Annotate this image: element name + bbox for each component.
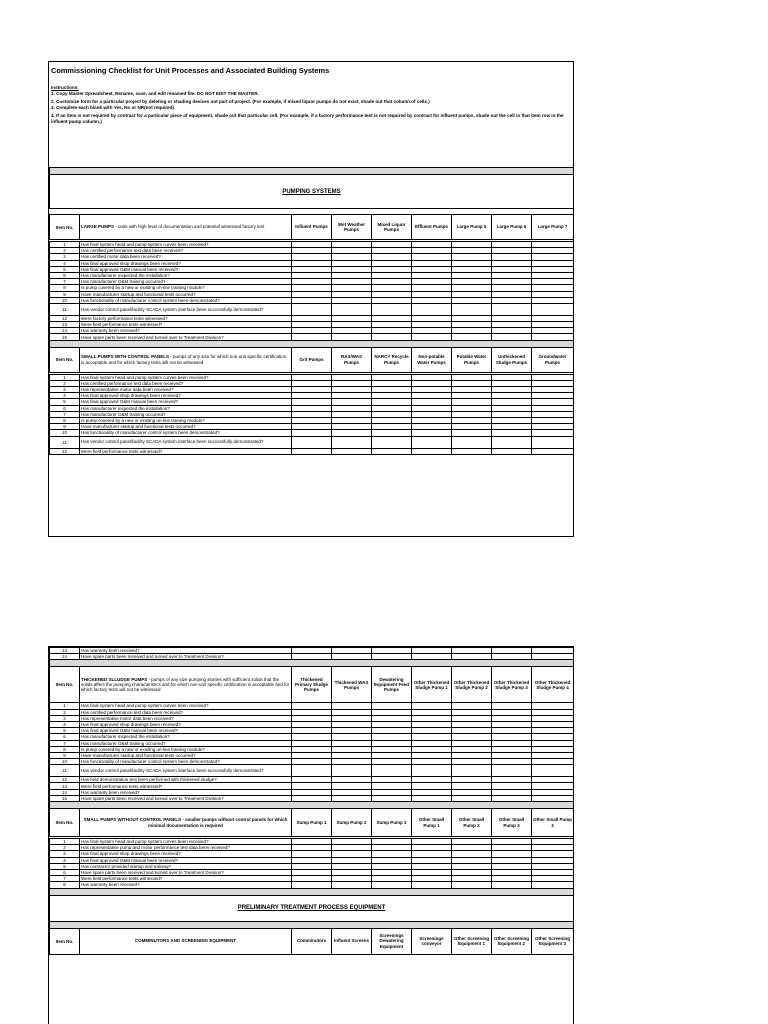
checklist-question: Has final approved shop drawings been received? bbox=[80, 393, 292, 399]
item-number: 12 bbox=[50, 777, 80, 783]
checklist-row bbox=[50, 448, 574, 454]
item-number: 8 bbox=[50, 285, 80, 291]
checklist-question: Is pump covered by a new or existing on-line training module? bbox=[80, 285, 292, 291]
answer-cell[interactable] bbox=[532, 436, 574, 448]
checklist-question: Has final approved O&M manual been received? bbox=[80, 399, 292, 405]
checklist-question: Has manufacturer inspected the installation? bbox=[80, 734, 292, 740]
checklist-question: Have manufacturer startup and functional tests occurred? bbox=[80, 424, 292, 430]
item-number: 11 bbox=[50, 436, 80, 448]
equipment-column-header: Unthickened Sludge Pumps bbox=[492, 347, 532, 372]
checklist-page-2 bbox=[48, 646, 574, 1024]
item-number: 3 bbox=[50, 851, 80, 857]
checklist-question: Have spare parts been received and turned over to Treatment Division? bbox=[80, 654, 292, 660]
checklist-question: Has contractor provided startup and training? bbox=[80, 863, 292, 869]
checklist-row bbox=[50, 765, 574, 777]
equipment-column-header: Mixed Liquor Pumps bbox=[372, 215, 412, 240]
equipment-column-header: Grit Pumps bbox=[292, 347, 332, 372]
checklist-question: Has final system head and pump system curves been received? bbox=[80, 839, 292, 845]
section-title-row bbox=[50, 895, 574, 921]
item-number: 14 bbox=[50, 654, 80, 660]
item-number: 9 bbox=[50, 752, 80, 758]
checklist-question: Has representative pump and motor performance test data been received? bbox=[80, 845, 292, 851]
checklist-question: Have spare parts been received and turned over to Treatment Division? bbox=[80, 334, 292, 340]
item-number: 14 bbox=[50, 328, 80, 334]
checklist-question: Have manufacturer startup and functional tests occurred? bbox=[80, 291, 292, 297]
answer-cell[interactable] bbox=[492, 448, 532, 454]
equipment-column-header: Thickened WAS Pumps bbox=[332, 667, 372, 703]
answer-cell[interactable] bbox=[372, 303, 412, 315]
item-number: 3 bbox=[50, 387, 80, 393]
answer-cell[interactable] bbox=[372, 765, 412, 777]
checklist-question: Has representative motor data been received? bbox=[80, 387, 292, 393]
equipment-column-header: Sump Pump 1 bbox=[292, 809, 332, 837]
item-no-header: Item No. bbox=[50, 809, 80, 837]
item-number: 6 bbox=[50, 734, 80, 740]
section-title-row bbox=[50, 175, 574, 209]
item-number: 8 bbox=[50, 746, 80, 752]
checklist-question: Has functionality of manufacturer control system been demonstrated? bbox=[80, 759, 292, 765]
item-number: 1 bbox=[50, 242, 80, 248]
equipment-column-header: Potable Water Pumps bbox=[452, 347, 492, 372]
item-number: 3 bbox=[50, 715, 80, 721]
checklist-question: Were field performance tests witnessed? bbox=[80, 876, 292, 882]
checklist-question: Has warranty been received? bbox=[80, 328, 292, 334]
item-number: 4 bbox=[50, 260, 80, 266]
answer-cell[interactable] bbox=[532, 303, 574, 315]
checklist-question: Were field performance tests witnessed? bbox=[80, 783, 292, 789]
item-number: 2 bbox=[50, 709, 80, 715]
checklist-question: Has warranty been received? bbox=[80, 882, 292, 888]
item-number: 8 bbox=[50, 882, 80, 888]
instruction-step: 3. Complete each blank with Yes, No or NR(not required) bbox=[51, 104, 174, 110]
item-number: 5 bbox=[50, 863, 80, 869]
item-number: 10 bbox=[50, 297, 80, 303]
checklist-question: Were field performance tests witnessed? bbox=[80, 448, 292, 454]
checklist-question: Has final system head and pump system curves been received? bbox=[80, 242, 292, 248]
item-number: 4 bbox=[50, 857, 80, 863]
checklist-question: Is pump covered by a new or existing on-line training module? bbox=[80, 746, 292, 752]
item-number: 6 bbox=[50, 405, 80, 411]
item-number: 15 bbox=[50, 334, 80, 340]
checklist-question: Has certified performance test data been received? bbox=[80, 709, 292, 715]
checklist-question: Has representative motor data been received? bbox=[80, 715, 292, 721]
equipment-column-header: Dewatering Equipment Feed Pumps bbox=[372, 667, 412, 703]
group-title: LARGE PUMPS - units with high level of documentation and potential witnessed factory test bbox=[80, 215, 292, 240]
equipment-column-header: RAS/WAS Pumps bbox=[332, 347, 372, 372]
equipment-column-header: Other Small Pump 2 bbox=[452, 809, 492, 837]
item-number: 7 bbox=[50, 876, 80, 882]
checklist-question: Has manufacturer O&M training occurred? bbox=[80, 411, 292, 417]
item-number: 13 bbox=[50, 322, 80, 328]
item-number: 10 bbox=[50, 759, 80, 765]
checklist-question: Has functionality of manufacturer control system been demonstrated? bbox=[80, 430, 292, 436]
checklist-question: Has warranty been received? bbox=[80, 789, 292, 795]
equipment-column-header: Other Small Pump 1 bbox=[412, 809, 452, 837]
item-no-header: Item No. bbox=[50, 667, 80, 703]
equipment-column-header: Other Small Pump 3 bbox=[492, 809, 532, 837]
equipment-column-header: Sump Pump 3 bbox=[372, 809, 412, 837]
item-number: 13 bbox=[50, 783, 80, 789]
group-header-row bbox=[50, 928, 574, 954]
answer-cell[interactable] bbox=[292, 303, 332, 315]
item-number: 7 bbox=[50, 279, 80, 285]
equipment-column-header: Non-potable Water Pumps bbox=[412, 347, 452, 372]
checklist-question: Has manufacturer O&M training occurred? bbox=[80, 740, 292, 746]
checklist-question: Have spare parts been received and turned over to Treatment Division? bbox=[80, 795, 292, 801]
checklist-question: Has final approved shop drawings been received? bbox=[80, 851, 292, 857]
checklist-question: Have manufacturer startup and functional tests occurred? bbox=[80, 752, 292, 758]
answer-cell[interactable] bbox=[412, 303, 452, 315]
checklist-question: Has vendor control panel/facility SCADA system interface been successfully demonstrated? bbox=[80, 436, 292, 448]
checklist-question: Has vendor control panel/facility SCADA system interface been successfully demonstrated? bbox=[80, 765, 292, 777]
equipment-column-header: Influent Pumps bbox=[292, 215, 332, 240]
equipment-column-header: NARCY Recycle Pumps bbox=[372, 347, 412, 372]
item-number: 12 bbox=[50, 315, 80, 321]
equipment-column-header: Thickened Primary Sludge Pumps bbox=[292, 667, 332, 703]
answer-cell[interactable] bbox=[332, 765, 372, 777]
answer-cell[interactable] bbox=[292, 436, 332, 448]
item-number: 7 bbox=[50, 740, 80, 746]
item-number: 8 bbox=[50, 417, 80, 423]
pumping-systems-table-wrap bbox=[49, 167, 573, 455]
group-title: SMALL PUMPS WITHOUT CONTROL PANELS - smaller pumps without control panels for which minimal documentation is required bbox=[80, 809, 292, 837]
item-no-header: Item No. bbox=[50, 215, 80, 240]
item-number: 4 bbox=[50, 721, 80, 727]
item-number: 7 bbox=[50, 411, 80, 417]
group-header-row bbox=[50, 215, 574, 240]
equipment-column-header: Large Pump 6 bbox=[492, 215, 532, 240]
checklist-question: Were field performance tests witnessed? bbox=[80, 322, 292, 328]
checklist-question: Have spare parts been received and turned over to Treatment Division? bbox=[80, 869, 292, 875]
checklist-question: Has final approved O&M manual been received? bbox=[80, 728, 292, 734]
equipment-column-header: Other Screening Equipment 3 bbox=[532, 928, 574, 954]
document-title: Commissioning Checklist for Unit Processes and Associated Building Systems bbox=[51, 66, 330, 75]
item-number: 6 bbox=[50, 272, 80, 278]
checklist-question: Has certified performance test data been received? bbox=[80, 380, 292, 386]
answer-cell[interactable] bbox=[412, 448, 452, 454]
equipment-column-header: Large Pump 5 bbox=[452, 215, 492, 240]
item-no-header: Item No. bbox=[50, 928, 80, 954]
answer-cell[interactable] bbox=[492, 303, 532, 315]
page2-table bbox=[49, 647, 574, 955]
equipment-column-header: Wet Weather Pumps bbox=[332, 215, 372, 240]
answer-cell[interactable] bbox=[412, 765, 452, 777]
checklist-question: Has certified performance test data been received? bbox=[80, 248, 292, 254]
page2-table-wrap bbox=[49, 647, 573, 955]
answer-cell[interactable] bbox=[332, 436, 372, 448]
equipment-column-header: Groundwater Pumps bbox=[532, 347, 574, 372]
item-number: 10 bbox=[50, 430, 80, 436]
answer-cell[interactable] bbox=[372, 436, 412, 448]
item-number: 2 bbox=[50, 380, 80, 386]
section-divider bbox=[50, 340, 574, 347]
equipment-column-header: Other Screening Equipment 2 bbox=[492, 928, 532, 954]
instructions bbox=[49, 75, 573, 125]
equipment-column-header: Other Screening Equipment 1 bbox=[452, 928, 492, 954]
answer-cell[interactable] bbox=[492, 765, 532, 777]
checklist-question: Has certified motor data been received? bbox=[80, 254, 292, 260]
instruction-step: 2. Customize form for a particular project by deleting or shading devices not part of project. (For example, if mixed liquor pumps do not exist, shade out that column of cells.) bbox=[51, 99, 430, 105]
pumping-systems-table bbox=[49, 167, 574, 455]
equipment-column-header: Other Thickened Sludge Pump 2 bbox=[452, 667, 492, 703]
answer-cell[interactable] bbox=[452, 765, 492, 777]
group-header-row bbox=[50, 347, 574, 372]
checklist-page-1 bbox=[48, 61, 574, 537]
item-number: 2 bbox=[50, 845, 80, 851]
item-number: 1 bbox=[50, 374, 80, 380]
checklist-question: Has manufacturer inspected the installation? bbox=[80, 405, 292, 411]
item-number: 9 bbox=[50, 291, 80, 297]
item-number: 11 bbox=[50, 765, 80, 777]
group-title: SMALL PUMPS WITH CONTROL PANELS - pumps of any size for which non-unit specific certification is acceptable and for which factory tests will not be witnessed bbox=[80, 347, 292, 372]
answer-cell[interactable] bbox=[452, 448, 492, 454]
answer-cell[interactable] bbox=[372, 448, 412, 454]
checklist-row bbox=[50, 303, 574, 315]
instruction-step: 1. Copy Master Spreadsheet, Rename, save, and edit renamed file. DO NOT EDIT THE MASTER. bbox=[51, 90, 259, 96]
equipment-column-header: Sump Pump 2 bbox=[332, 809, 372, 837]
instructions-heading: Instructions: bbox=[51, 85, 79, 90]
item-number: 12 bbox=[50, 448, 80, 454]
answer-cell[interactable] bbox=[292, 765, 332, 777]
checklist-question: Has final approved O&M manual been received? bbox=[80, 857, 292, 863]
group-title: THICKENED SLLUDGE PUMPS - pumps of any size pumping slurries with sufficient solids that the solids affect the pumping characteristics and for which non-unit specific certification is acceptable and for which factory tests will not be witnessed bbox=[80, 667, 292, 703]
checklist-question: Has final system head and pump system curves been received? bbox=[80, 703, 292, 709]
checklist-question: Has final approved shop drawings been received? bbox=[80, 260, 292, 266]
answer-cell[interactable] bbox=[532, 765, 574, 777]
answer-cell[interactable] bbox=[412, 436, 452, 448]
section-title: PUMPING SYSTEMS bbox=[50, 175, 574, 209]
item-number: 4 bbox=[50, 393, 80, 399]
equipment-column-header: Effluent Pumps bbox=[412, 215, 452, 240]
answer-cell[interactable] bbox=[492, 436, 532, 448]
item-number: 6 bbox=[50, 869, 80, 875]
section-divider bbox=[50, 802, 574, 809]
equipment-column-header: Large Pump 7 bbox=[532, 215, 574, 240]
item-number: 1 bbox=[50, 703, 80, 709]
section-divider bbox=[50, 660, 574, 667]
checklist-question: Has functionality of manufacturer control system been demonstrated? bbox=[80, 297, 292, 303]
instruction-step: 4. If an item is not required by contract for a particular piece of equipment, shade out that particular cell. (For example, if a factory performance test is not required by contract for influent pumps, shade out the cell in that item row in the influent pump column.) bbox=[51, 113, 564, 124]
checklist-question: Has final approved shop drawings been received? bbox=[80, 721, 292, 727]
item-number: 1 bbox=[50, 839, 80, 845]
answer-cell[interactable] bbox=[332, 448, 372, 454]
answer-cell[interactable] bbox=[452, 436, 492, 448]
item-number: 15 bbox=[50, 795, 80, 801]
checklist-question: Were factory performance tests witnessed? bbox=[80, 315, 292, 321]
equipment-column-header: Screenings conveyor bbox=[412, 928, 452, 954]
item-no-header: Item No. bbox=[50, 347, 80, 372]
checklist-question: Is pump covered by a new or existing on-line training module? bbox=[80, 417, 292, 423]
answer-cell[interactable] bbox=[292, 448, 332, 454]
checklist-question: Has warranty been received? bbox=[80, 648, 292, 654]
equipment-column-header: Other Small Pump 3 bbox=[532, 809, 574, 837]
section-divider bbox=[50, 921, 574, 928]
checklist-question: Has manufacturer O&M training occurred? bbox=[80, 279, 292, 285]
item-number: 11 bbox=[50, 303, 80, 315]
equipment-column-header: Screenings Dewatering Equipment bbox=[372, 928, 412, 954]
equipment-column-header: Influent Screens bbox=[332, 928, 372, 954]
group-title: COMMINUTORS AND SCREENING EQUIPMENT bbox=[80, 928, 292, 954]
item-number: 9 bbox=[50, 424, 80, 430]
checklist-question: Has manufacturer inspected the installation? bbox=[80, 272, 292, 278]
answer-cell[interactable] bbox=[332, 303, 372, 315]
answer-cell[interactable] bbox=[532, 448, 574, 454]
group-header-row bbox=[50, 667, 574, 703]
checklist-question: Has final system head and pump system curves been received? bbox=[80, 374, 292, 380]
checklist-question: Has final approved O&M manual been received? bbox=[80, 266, 292, 272]
checklist-row bbox=[50, 436, 574, 448]
item-number: 3 bbox=[50, 254, 80, 260]
group-header-row bbox=[50, 809, 574, 837]
section-title: PRELIMINARY TREATMENT PROCESS EQUIPMENT bbox=[50, 895, 574, 921]
item-number: 2 bbox=[50, 248, 80, 254]
equipment-column-header: Comminutors bbox=[292, 928, 332, 954]
item-number: 5 bbox=[50, 728, 80, 734]
equipment-column-header: Other Thickened Sludge Pump 3 bbox=[492, 667, 532, 703]
section-divider bbox=[50, 168, 574, 175]
item-number: 13 bbox=[50, 648, 80, 654]
item-number: 14 bbox=[50, 789, 80, 795]
answer-cell[interactable] bbox=[452, 303, 492, 315]
section-divider bbox=[50, 888, 574, 895]
checklist-question: Has vendor control panel/facility SCADA system interface been successfully demonstrated? bbox=[80, 303, 292, 315]
equipment-column-header: Other Thickened Sludge Pump 4 bbox=[532, 667, 574, 703]
checklist-question: Has field demonstration test been performed with thickened sludge? bbox=[80, 777, 292, 783]
item-number: 5 bbox=[50, 266, 80, 272]
equipment-column-header: Other Thickened Sludge Pump 1 bbox=[412, 667, 452, 703]
item-number: 5 bbox=[50, 399, 80, 405]
